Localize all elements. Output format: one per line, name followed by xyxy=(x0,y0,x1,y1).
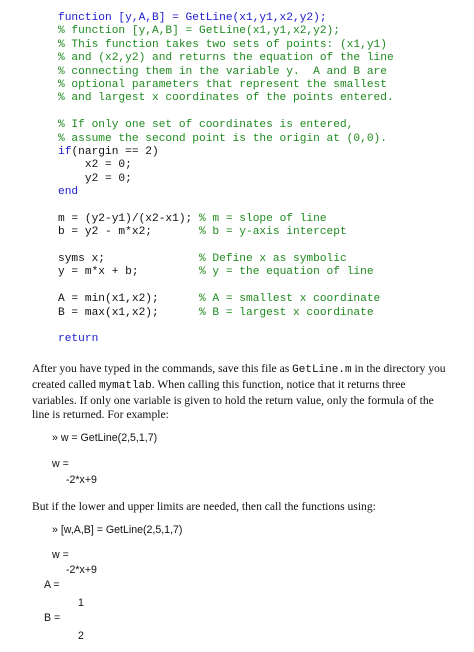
code-comment: % assume the second point is the origin at (0,0). xyxy=(58,132,387,145)
code-comment: % and largest x coordinates of the points entered. xyxy=(58,92,394,105)
filename-code: GetLine.m xyxy=(292,364,352,376)
code-comment: % Define x as symbolic xyxy=(199,253,347,266)
console-line: » w = GetLine(2,5,1,7) xyxy=(52,432,158,444)
code-line xyxy=(58,79,468,92)
code-block-slope xyxy=(58,213,468,240)
code-keyword: return xyxy=(58,333,99,346)
code-comment: % connecting them in the variable y. A and B are xyxy=(58,65,387,78)
code-comment: % optional parameters that represent the smallest xyxy=(58,78,387,91)
code-comment: % If only one set of coordinates is entered, xyxy=(58,119,354,132)
paragraph-text: After you have typed in the commands, save this file as xyxy=(32,362,293,375)
code-comment: % B = largest x coordinate xyxy=(199,306,374,319)
code-line xyxy=(58,307,468,320)
code-line xyxy=(58,266,468,279)
code-text: x2 = 0; xyxy=(58,159,132,172)
console-line: -2*x+9 xyxy=(66,564,97,576)
code-statement: B = max(x1,x2); xyxy=(58,306,199,319)
code-comment: % m = slope of line xyxy=(199,212,327,225)
code-text: (nargin == 2) xyxy=(71,145,159,158)
code-comment: % A = smallest x coordinate xyxy=(199,293,381,306)
code-line xyxy=(58,146,468,159)
code-statement: A = min(x1,x2); xyxy=(58,293,199,306)
code-keyword: function [y,A,B] = GetLine(x1,y1,x2,y2); xyxy=(58,12,327,24)
console-example-2 xyxy=(44,524,352,648)
code-line xyxy=(58,12,468,25)
code-line xyxy=(58,226,468,239)
code-listing xyxy=(58,12,468,347)
code-block-minmax xyxy=(58,293,468,320)
code-statement: syms x; xyxy=(58,253,199,266)
console-example-1 xyxy=(52,432,352,492)
code-comment: % This function takes two sets of points: (x1,y1) xyxy=(58,38,387,51)
console-line: A = xyxy=(44,579,60,591)
code-line xyxy=(58,92,468,105)
code-block-header xyxy=(58,12,468,106)
code-text: y2 = 0; xyxy=(58,172,132,185)
console-line: -2*x+9 xyxy=(66,474,97,486)
code-line xyxy=(58,159,468,172)
console-line: 2 xyxy=(78,630,84,642)
code-comment: % b = y-axis intercept xyxy=(199,226,347,239)
code-comment: % y = the equation of line xyxy=(199,266,374,279)
console-line: B = xyxy=(44,612,61,624)
console-line: w = xyxy=(52,458,69,470)
code-line xyxy=(58,253,468,266)
explanation-paragraph xyxy=(32,362,452,422)
code-line xyxy=(58,39,468,52)
code-line xyxy=(58,333,468,346)
code-line xyxy=(58,66,468,79)
code-line xyxy=(58,119,468,132)
code-line xyxy=(58,52,468,65)
code-line xyxy=(58,293,468,306)
console-line: w = xyxy=(52,549,69,561)
code-keyword: if xyxy=(58,145,72,158)
code-statement: y = m*x + b; xyxy=(58,266,199,279)
directory-code: mymatlab xyxy=(98,379,152,392)
paragraph-text: . When calling this function, notice that it returns three variables. If only one variable is given to hold the return value, only the formula of the line is returned. For example: xyxy=(32,377,434,421)
code-line xyxy=(58,133,468,146)
code-block-nargin xyxy=(58,119,468,199)
code-line xyxy=(58,173,468,186)
code-line xyxy=(58,25,468,38)
limits-paragraph: But if the lower and upper limits are needed, then call the functions using: xyxy=(32,500,376,513)
code-statement: b = y2 - m*x2; xyxy=(58,226,199,239)
code-block-symbolic xyxy=(58,253,468,280)
console-line: 1 xyxy=(78,597,84,609)
code-statement: m = (y2-y1)/(x2-x1); xyxy=(58,212,199,225)
code-keyword: end xyxy=(58,186,79,199)
code-line xyxy=(58,213,468,226)
paragraph-text: in the directory you created called xyxy=(32,362,446,391)
code-block-return xyxy=(58,333,468,346)
code-comment: % and (x2,y2) and returns the equation of the line xyxy=(58,52,394,65)
code-comment: % function [y,A,B] = GetLine(x1,y1,x2,y2); xyxy=(58,25,340,38)
code-line xyxy=(58,186,468,199)
console-line: » [w,A,B] = GetLine(2,5,1,7) xyxy=(52,524,183,536)
